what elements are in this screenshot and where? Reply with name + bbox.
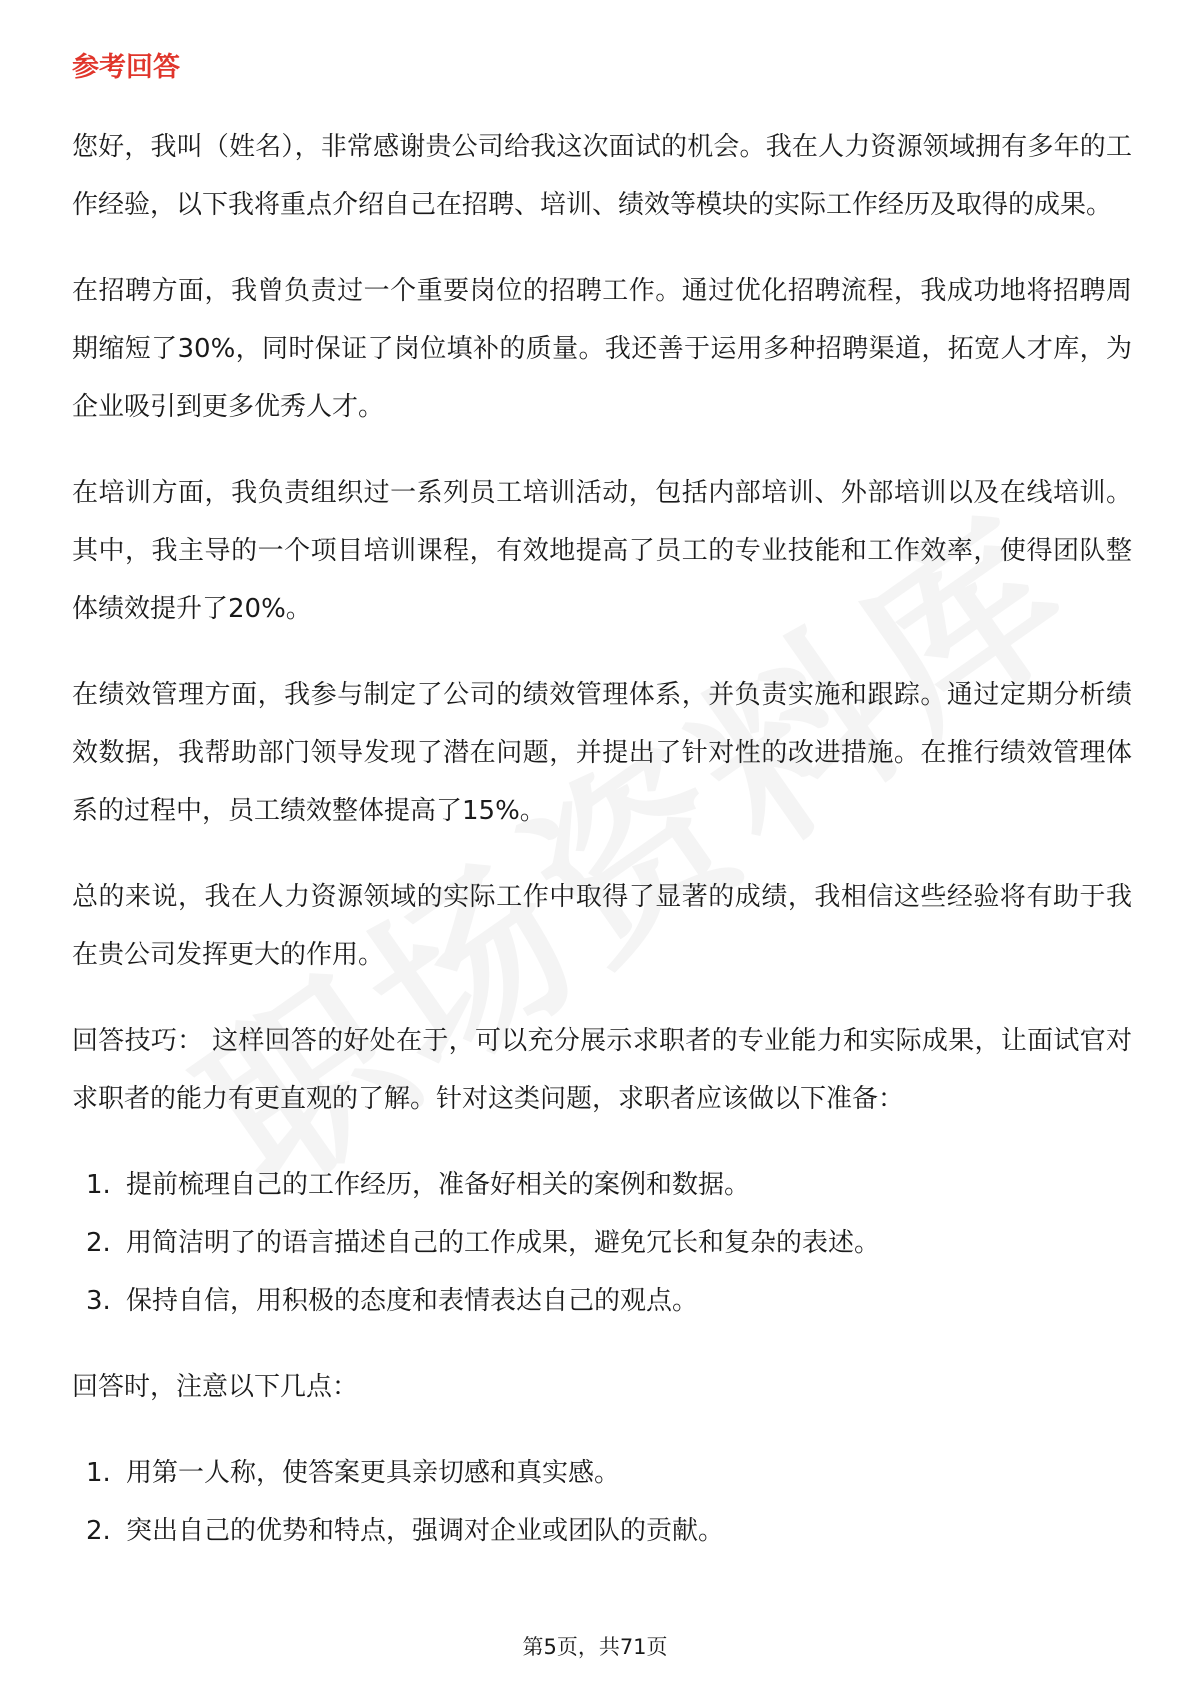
paragraph-recruitment: 在招聘方面，我曾负责过一个重要岗位的招聘工作。通过优化招聘流程，我成功地将招聘周期缩短了30%，同时保证了岗位填补的质量。我还善于运用多种招聘渠道，拓宽人才库，为企业吸引到更多优秀人才。 <box>72 276 1132 422</box>
list-item <box>72 1444 1132 1502</box>
paragraph-performance: 在绩效管理方面，我参与制定了公司的绩效管理体系，并负责实施和跟踪。通过定期分析绩效数据，我帮助部门领导发现了潜在问题，并提出了针对性的改进措施。在推行绩效管理体系的过程中，员工绩效整体提高了15%。 <box>72 680 1132 826</box>
list-item-text: 提前梳理自己的工作经历，准备好相关的案例和数据。 <box>126 1170 751 1200</box>
paragraph-tips-intro: 回答技巧： 这样回答的好处在于，可以充分展示求职者的专业能力和实际成果，让面试官对求职者的能力有更直观的了解。针对这类问题，求职者应该做以下准备： <box>72 1026 1132 1114</box>
page-number-footer: 第5页，共71页 <box>522 1635 668 1659</box>
paragraph-training: 在培训方面，我负责组织过一系列员工培训活动，包括内部培训、外部培训以及在线培训。其中，我主导的一个项目培训课程，有效地提高了员工的专业技能和工作效率，使得团队整体绩效提升了20%。 <box>72 478 1132 624</box>
paragraph-summary: 总的来说，我在人力资源领域的实际工作中取得了显著的成绩，我相信这些经验将有助于我在贵公司发挥更大的作用。 <box>72 882 1132 970</box>
list-item-number: 1. <box>86 1170 111 1200</box>
list-item-number: 3. <box>86 1286 111 1316</box>
section-heading: 参考回答 <box>72 52 180 83</box>
list-item-text: 用简洁明了的语言描述自己的工作成果，避免冗长和复杂的表述。 <box>126 1228 881 1258</box>
list-item-number: 2. <box>86 1516 111 1546</box>
list-item-number: 1. <box>86 1458 111 1488</box>
list-item-text: 突出自己的优势和特点，强调对企业或团队的贡献。 <box>126 1516 725 1546</box>
paragraph-intro: 您好，我叫（姓名），非常感谢贵公司给我这次面试的机会。我在人力资源领域拥有多年的工作经验，以下我将重点介绍自己在招聘、培训、绩效等模块的实际工作经历及取得的成果。 <box>72 132 1132 220</box>
list-item <box>72 1156 1132 1214</box>
document-content <box>72 48 1132 1588</box>
list-item <box>72 1502 1132 1560</box>
list-item <box>72 1272 1132 1330</box>
list-item-text: 保持自信，用积极的态度和表情表达自己的观点。 <box>126 1286 699 1316</box>
paragraph-notes-intro: 回答时，注意以下几点： <box>72 1372 359 1402</box>
list-item-text: 用第一人称，使答案更具亲切感和真实感。 <box>126 1458 621 1488</box>
notes-list <box>72 1444 1132 1560</box>
list-item <box>72 1214 1132 1272</box>
list-item-number: 2. <box>86 1228 111 1258</box>
tips-list <box>72 1156 1132 1330</box>
